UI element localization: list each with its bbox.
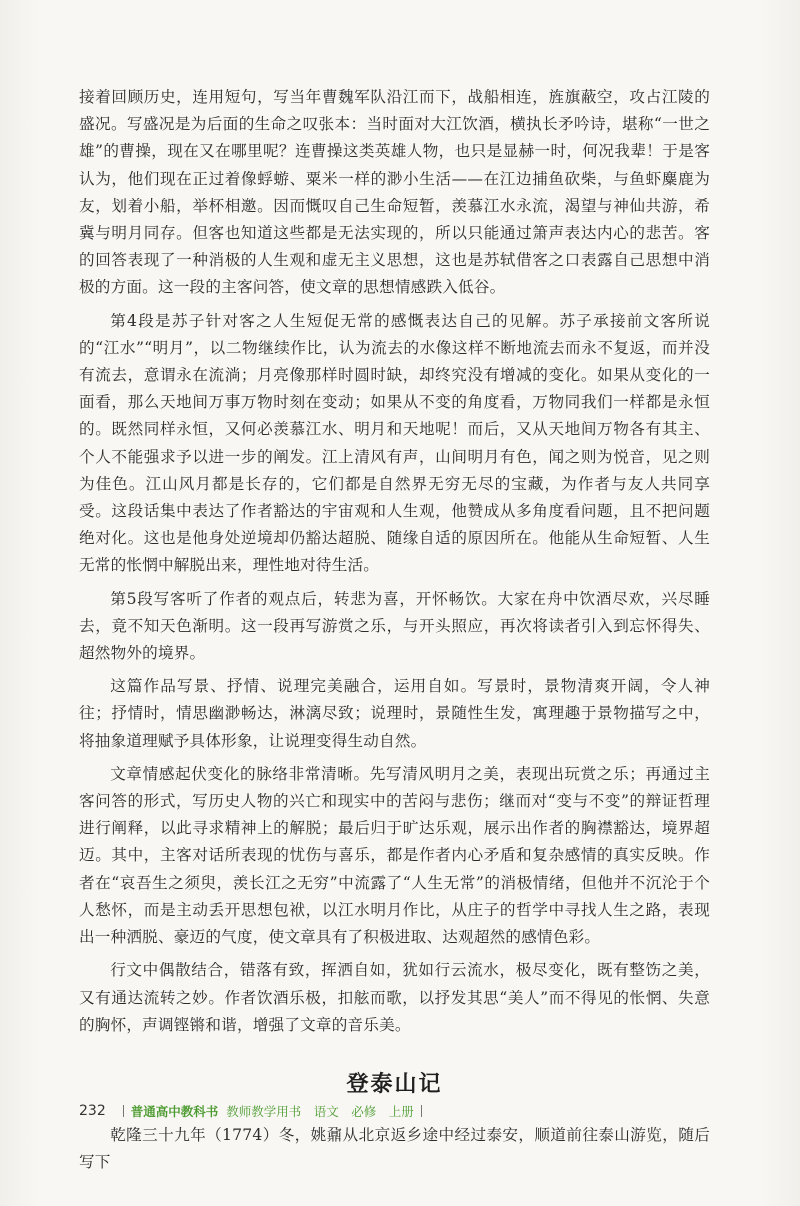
paragraph-3: 第5段写客听了作者的观点后，转悲为喜，开怀畅饮。大家在舟中饮酒尽欢，兴尽睡去，竟不知天色渐明。这一段再写游赏之乐，与开头照应，再次将读者引入到忘怀得失、超然物外的境界。 bbox=[79, 589, 710, 663]
page-footer bbox=[79, 1102, 710, 1120]
page-number: 232 bbox=[79, 1103, 106, 1119]
paragraph-6: 行文中偶散结合，错落有致，挥洒自如，犹如行云流水，极尽变化，既有整饬之美，又有通达流转之妙。作者饮酒乐极，扣舷而歌，以抒发其思“美人”而不得见的怅惘、失意的胸怀，声调铿锵和谐，增强了文章的音乐美。 bbox=[79, 961, 710, 1034]
closing-paragraph: 乾隆三十九年（1774）冬，姚鼐从北京返乡途中经过泰安，顺道前往泰山游览，随后写下 bbox=[79, 1125, 710, 1172]
footer-series: 普通高中教科书 bbox=[130, 1104, 219, 1119]
paragraph-5: 文章情感起伏变化的脉络非常清晰。先写清风明月之美，表现出玩赏之乐；再通过主客问答的形式，写历史人物的兴亡和现实中的苦闷与悲伤；继而对“变与不变”的辩证哲理进行阐释，以此寻求精神上的解脱；最后归于旷达乐观，展示出作者的胸襟豁达，境界超迈。其中，主客对话所表现的忧伤与喜乐，都是作者内心矛盾和复杂感情的真实反映。作者在“哀吾生之须臾，羡长江之无穷”中流露了“人生无常”的消极情绪，但他并不沉沦于个人愁怀，而是主动丢开思想包袱，以江水明月作比，从庄子的哲学中寻找人生之路，表现出一种洒脱、豪迈的气度，使文章具有了积极进取、达观超然的感情色彩。 bbox=[79, 764, 710, 947]
footer-book-title: 教师教学用书 语文 必修 上册 bbox=[226, 1104, 414, 1119]
paragraph-2: 第4段是苏子针对客之人生短促无常的感慨表达自己的见解。苏子承接前文客所说的“江水”“明月”，以二物继续作比，认为流去的水像这样不断地流去而永不复返，而并没有流去，意谓永在流淌；月亮像那样时圆时缺，却终究没有增减的变化。如果从变化的一面看，那么天地间万事万物时刻在变动；如果从不变的角度看，万物同我们一样都是永恒的。既然同样永恒，又何必羡慕江水、明月和天地呢！而后，又从天地间万物各有其主、个人不能强求予以进一步的阐发。江上清风有声，山间明月有色，闻之则为悦音，见之则为佳色。江山风月都是长存的，它们都是自然界无穷无尽的宝藏，为作者与友人共同享受。这段话集中表达了作者豁达的宇宙观和人生观，他赞成从多角度看问题，且不把问题绝对化。这也是他身处逆境却仍豁达超脱、随缘自适的原因所在。他能从生命短暂、人生无常的怅惘中解脱出来，理性地对待生活。 bbox=[79, 311, 710, 575]
footer-divider bbox=[123, 1105, 124, 1117]
paragraph-4: 这篇作品写景、抒情、说理完美融合，运用自如。写景时，景物清爽开阔，令人神往；抒情时，情思幽渺畅达，淋漓尽致；说理时，景随性生发，寓理趣于景物描写之中，将抽象道理赋予具体形象，让说理变得生动自然。 bbox=[79, 677, 710, 750]
paragraph-1: 接着回顾历史，连用短句，写当年曹魏军队沿江而下，战船相连，旌旗蔽空，攻占江陵的盛况。写盛况是为后面的生命之叹张本：当时面对大江饮酒，横执长矛吟诗，堪称“一世之雄”的曹操，现在又在哪里呢？连曹操这类英雄人物，也只是显赫一时，何况我辈！于是客认为，他们现在正过着像蜉蝣、粟米一样的渺小生活——在江边捕鱼砍柴，与鱼虾麋鹿为友，划着小船，举杯相邀。因而慨叹自己生命短暂，羡慕江水永流，渴望与神仙共游，希冀与明月同存。但客也知道这些都是无法实现的，所以只能通过箫声表达内心的悲苦。客的回答表现了一种消极的人生观和虚无主义思想，这也是苏轼借客之口表露自己思想中消极的方面。这一段的主客问答，使文章的思想情感跌入低谷。 bbox=[79, 88, 710, 297]
section-title: 登泰山记 bbox=[346, 1071, 443, 1097]
footer-divider-end bbox=[421, 1105, 422, 1117]
body-text bbox=[79, 84, 710, 1176]
